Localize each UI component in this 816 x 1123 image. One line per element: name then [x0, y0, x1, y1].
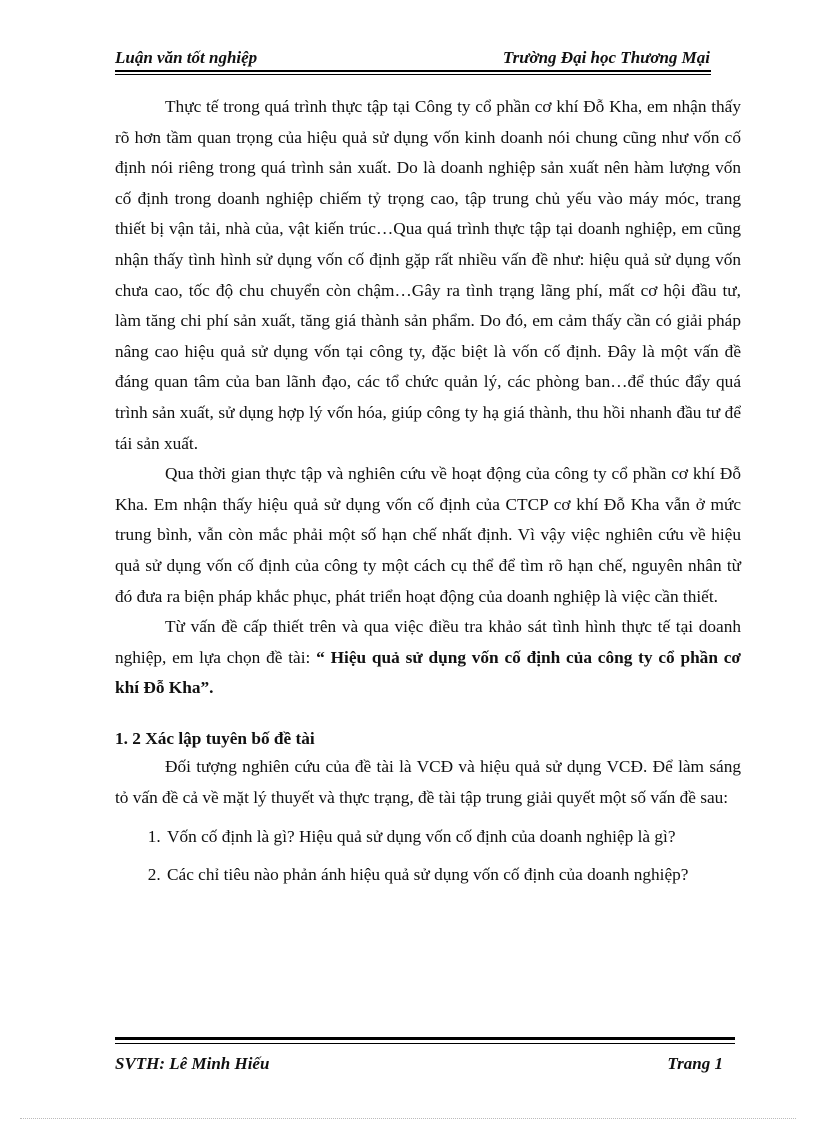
paragraph-context: Thực tế trong quá trình thực tập tại Công ty cổ phần cơ khí Đỗ Kha, em nhận thấy rõ hơn tầm quan trọng của hiệu quả sử dụng vốn kinh doanh nói chung cũng như vốn cố định nói riêng trong quá trình sản xuất. Do là doanh nghiệp sản xuất nên hàm lượng vốn cố định trong doanh nghiệp chiếm tỷ trọng cao, tập trung chủ yếu vào máy móc, trang thiết bị vận tải, nhà của, vật kiến trúc…Qua quá trình thực tập tại doanh nghiệp, em cũng nhận thấy tình hình sử dụng vốn cố định gặp rất nhiều vấn đề như: hiệu quả sử dụng vốn chưa cao, tốc độ chu chuyển còn chậm…Gây ra tình trạng lãng phí, mất cơ hội đầu tư, làm tăng chi phí sản xuất, tăng giá thành sản phẩm. Do đó, em cảm thấy cần có giải pháp nâng cao hiệu quả sử dụng vốn tại công ty, đặc biệt là vốn cố định. Đây là một vấn đề đáng quan tâm của ban lãnh đạo, các tổ chức quản lý, các phòng ban…để thúc đẩy quá trình sản xuất, sử dụng hợp lý vốn hóa, giúp công ty hạ giá thành, thu hồi nhanh đầu tư để tái sản xuất.	[115, 97, 741, 453]
header-university-name: Trường Đại học Thương Mại	[502, 48, 710, 67]
document-body	[115, 92, 741, 899]
page-number: Trang 1	[667, 1054, 723, 1073]
header-thesis-label: Luận văn tốt nghiệp	[115, 48, 258, 67]
list-item: 2. Các chỉ tiêu nào phản ánh hiệu quả sử dụng vốn cố định của doanh nghiệp?	[165, 860, 741, 891]
paragraph-topic-choice	[115, 612, 741, 704]
topic-intro-text: Từ vấn đề cấp thiết trên và qua việc điều tra khảo sát tình hình thực tế tại doanh nghiệp, em lựa chọn đề tài:	[115, 617, 741, 667]
header-divider-thin	[115, 74, 711, 75]
section-heading: 1. 2 Xác lập tuyên bố đề tài	[115, 728, 315, 748]
paragraph-research-object: Đối tượng nghiên cứu của đề tài là VCĐ và hiệu quả sử dụng VCĐ. Để làm sáng tỏ vấn đề cả về mặt lý thuyết và thực trạng, đề tài tập trung giải quyết một số vấn đề sau:	[115, 757, 741, 808]
header-divider	[115, 70, 711, 72]
research-questions-list	[115, 822, 741, 891]
footer-student-name: SVTH: Lê Minh Hiếu	[115, 1054, 270, 1073]
paragraph-research-reason: Qua thời gian thực tập và nghiên cứu về hoạt động của công ty cổ phần cơ khí Đỗ Kha. Em nhận thấy hiệu quả sử dụng vốn cố định của CTCP cơ khí Đỗ Kha vẫn ở mức trung bình, vẫn còn mắc phải một số hạn chế nhất định. Vì vậy việc nghiên cứu về hiệu quả sử dụng vốn cố định của công ty một cách cụ thể để tìm rõ hạn chế, nguyên nhân từ đó đưa ra biện pháp khắc phục, phát triển hoạt động của doanh nghiệp là việc cần thiết.	[115, 464, 741, 606]
footer-divider-thin	[115, 1043, 735, 1044]
page-header	[115, 48, 710, 72]
topic-title: “ Hiệu quả sử dụng vốn cố định của công ty cổ phần cơ khí Đỗ Kha”.	[115, 647, 741, 698]
list-item: 1. Vốn cố định là gì? Hiệu quả sử dụng vốn cố định của doanh nghiệp là gì?	[165, 822, 741, 853]
page-edge-divider	[20, 1118, 796, 1119]
footer-divider	[115, 1037, 735, 1040]
page-footer	[115, 1054, 723, 1078]
